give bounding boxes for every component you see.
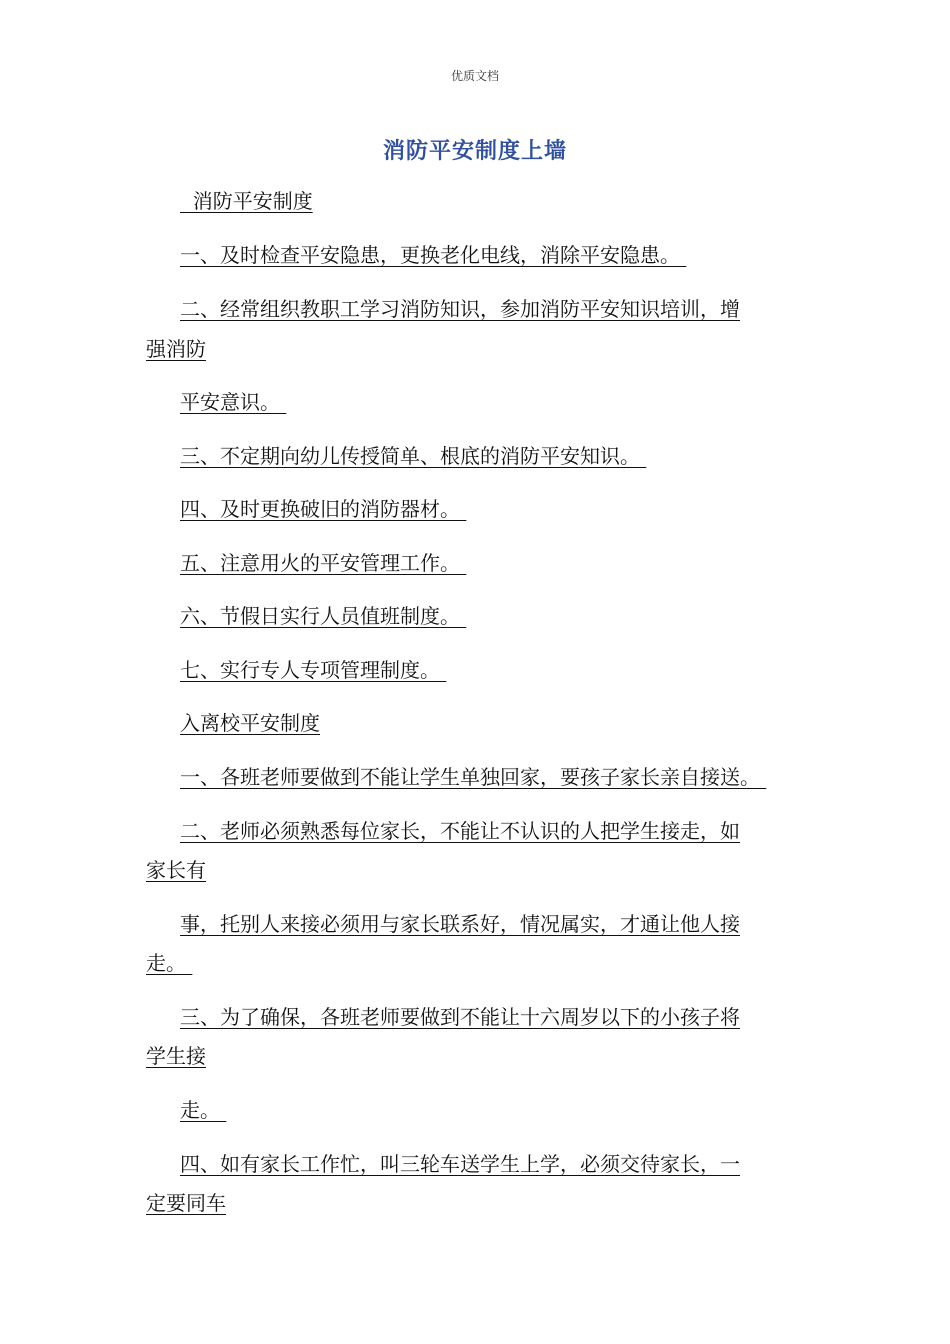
fire-rule-4: 四、及时更换破旧的消防器材。 (180, 497, 467, 521)
fire-rule-2-end: 平安意识。 (180, 390, 287, 414)
page-header: 优质文档 (450, 69, 499, 83)
fire-rule-5: 五、注意用火的平安管理工作。 (180, 551, 467, 575)
section-heading-school-entry-exit: 入离校平安制度 (180, 711, 320, 735)
fire-rule-2: 二、经常组织教职工学习消防知识，参加消防平安知识培训，增 (180, 297, 740, 321)
school-rule-2: 二、老师必须熟悉每位家长，不能让不认识的人把学生接走，如 (180, 819, 740, 843)
fire-rule-7: 七、实行专人专项管理制度。 (180, 658, 447, 682)
section-heading-fire-safety: 消防平安制度 (180, 189, 313, 213)
school-rule-3-end: 走。 (180, 1098, 227, 1122)
school-rule-2-cont-2: 事，托别人来接必须用与家长联系好，情况属实，才通让他人接 (180, 912, 740, 936)
fire-rule-3: 三、不定期向幼儿传授简单、根底的消防平安知识。 (180, 444, 647, 468)
school-rule-2-cont: 家长有 (146, 858, 206, 882)
document-title: 消防平安制度上墙 (382, 139, 567, 164)
fire-rule-2-cont: 强消防 (146, 337, 206, 361)
school-rule-4: 四、如有家长工作忙，叫三轮车送学生上学，必须交待家长，一 (180, 1152, 740, 1176)
school-rule-1: 一、各班老师要做到不能让学生单独回家，要孩子家长亲自接送。 (180, 765, 767, 789)
school-rule-3: 三、为了确保，各班老师要做到不能让十六周岁以下的小孩子将 (180, 1005, 740, 1029)
school-rule-2-end: 走。 (146, 951, 193, 975)
fire-rule-6: 六、节假日实行人员值班制度。 (180, 604, 467, 628)
fire-rule-1: 一、及时检查平安隐患，更换老化电线，消除平安隐患。 (180, 243, 687, 267)
school-rule-3-cont: 学生接 (146, 1044, 206, 1068)
school-rule-4-cont: 定要同车 (146, 1191, 226, 1215)
